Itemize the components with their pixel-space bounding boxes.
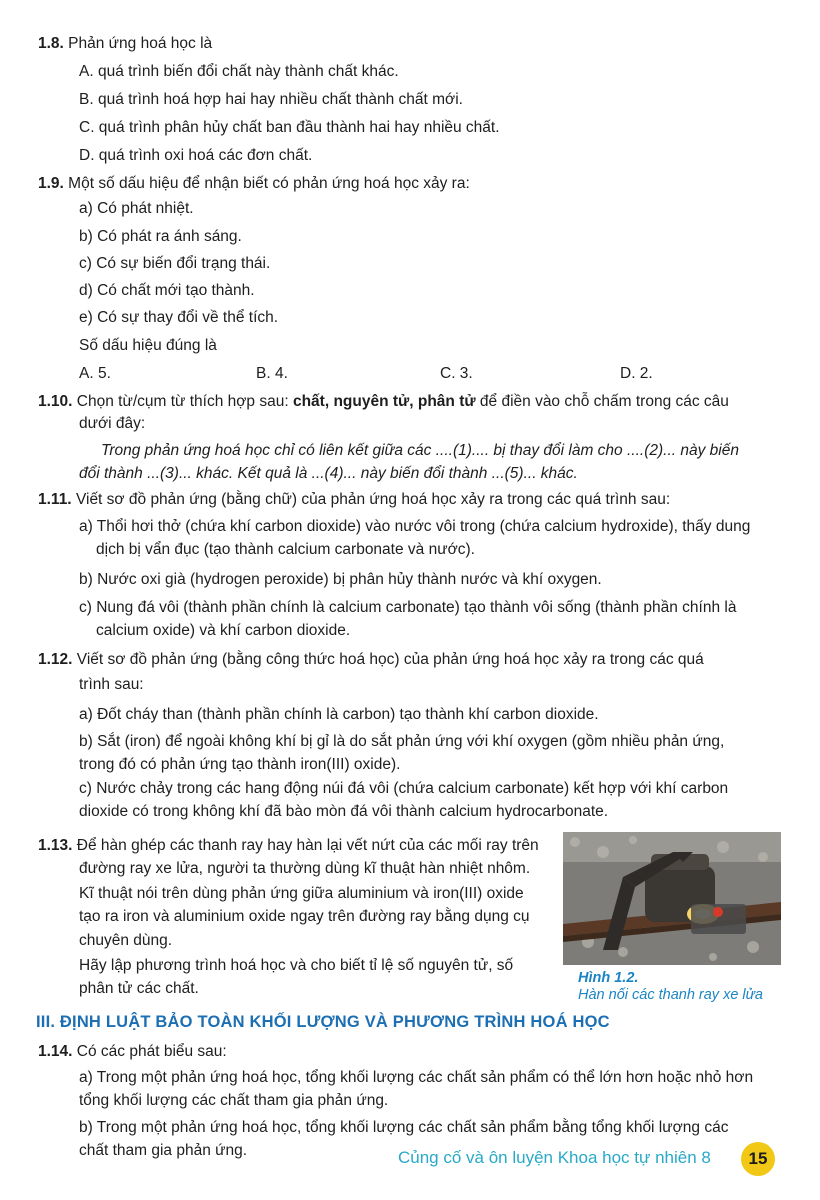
question-line7: phân tử các chất. xyxy=(79,980,199,997)
question-stem: Viết sơ đồ phản ứng (bằng chữ) của phản ứng hoá học xảy ra trong các quá trình sau: xyxy=(75,491,671,508)
question-prompt: Số dấu hiệu đúng là xyxy=(79,337,217,354)
question-stem: Có các phát biểu sau: xyxy=(76,1043,227,1060)
statement-a-line2: tổng khối lượng các chất tham gia phản ứng. xyxy=(79,1092,389,1109)
word-bank: chất, nguyên tử, phân tử xyxy=(292,393,476,410)
question-stem: Chọn từ/cụm từ thích hợp sau: xyxy=(76,393,289,410)
question-line4: tạo ra iron và aluminium oxide ngay trên đường ray bằng dụng cụ xyxy=(79,908,530,925)
option-c: C. 3. xyxy=(440,365,473,382)
option-c: C. quá trình phân hủy chất ban đầu thành hai hay nhiều chất. xyxy=(79,119,500,136)
option-b: B. 4. xyxy=(256,365,288,382)
question-line3: Kĩ thuật nói trên dùng phản ứng giữa aluminium và iron(III) oxide xyxy=(79,885,524,902)
question-stem-line2: dưới đây: xyxy=(79,415,146,432)
option-d: D. 2. xyxy=(620,365,653,382)
fill-in-text-2: đổi thành ...(3)... khác. Kết quả là ...(4)... này biến đổi thành ...(5)... khác. xyxy=(79,465,578,482)
question-1-11 xyxy=(38,490,670,510)
sign-b: b) Có phát ra ánh sáng. xyxy=(79,228,242,245)
question-stem-end: để điền vào chỗ chấm trong các câu xyxy=(479,393,729,410)
question-number: 1.9. xyxy=(38,175,64,192)
question-1-12 xyxy=(38,650,704,670)
option-b: B. quá trình hoá hợp hai hay nhiều chất thành chất mới. xyxy=(79,91,463,108)
question-number: 1.13. xyxy=(38,837,73,854)
question-line5: chuyên dùng. xyxy=(79,932,173,949)
option-a: A. quá trình biến đổi chất này thành chất khác. xyxy=(79,63,399,80)
item-c-line2: calcium oxide) và khí carbon dioxide. xyxy=(96,622,351,639)
question-number: 1.11. xyxy=(38,491,72,508)
question-line6: Hãy lập phương trình hoá học và cho biết tỉ lệ số nguyên tử, số xyxy=(79,957,514,974)
question-number: 1.12. xyxy=(38,651,73,668)
figure-caption: Hàn nối các thanh ray xe lửa xyxy=(578,987,763,1003)
figure-label: Hình 1.2. xyxy=(578,970,639,986)
question-stem: Viết sơ đồ phản ứng (bằng công thức hoá học) của phản ứng hoá học xảy ra trong các quá xyxy=(76,651,704,668)
question-1-9 xyxy=(38,174,470,194)
question-number: 1.14. xyxy=(38,1043,73,1060)
section-heading: III. ĐỊNH LUẬT BẢO TOÀN KHỐI LƯỢNG VÀ PHƯƠNG TRÌNH HOÁ HỌC xyxy=(36,1013,610,1031)
question-stem: Để hàn ghép các thanh ray hay hàn lại vết nứt của các mối ray trên xyxy=(76,837,539,854)
item-b-line1: b) Sắt (iron) để ngoài không khí bị gỉ là do sắt phản ứng với khí oxygen (gồm nhiều phản ứng, xyxy=(79,733,725,750)
question-1-10 xyxy=(38,392,729,412)
question-number: 1.8. xyxy=(38,35,64,52)
question-1-14 xyxy=(38,1042,227,1062)
sign-d: d) Có chất mới tạo thành. xyxy=(79,282,255,299)
question-stem: Một số dấu hiệu để nhận biết có phản ứng hoá học xảy ra: xyxy=(68,175,470,192)
statement-b-line1: b) Trong một phản ứng hoá học, tổng khối lượng các chất sản phẩm bằng tổng khối lượng các xyxy=(79,1119,729,1136)
item-b-line1: b) Nước oxi già (hydrogen peroxide) bị phân hủy thành nước và khí oxygen. xyxy=(79,571,602,588)
item-a-line1: a) Thổi hơi thở (chứa khí carbon dioxide) vào nước vôi trong (chứa calcium hydroxide), thấy dung xyxy=(79,518,751,535)
item-c-line2: dioxide có trong không khí đã bào mòn đá vôi thành calcium hydrocarbonate. xyxy=(79,803,609,820)
question-stem-line2: trình sau: xyxy=(79,676,144,693)
sign-e: e) Có sự thay đổi về thể tích. xyxy=(79,309,279,326)
item-b-line2: trong đó có phản ứng tạo thành iron(III) oxide). xyxy=(79,756,401,773)
statement-b-line2: chất tham gia phản ứng. xyxy=(79,1142,248,1159)
option-d: D. quá trình oxi hoá các đơn chất. xyxy=(79,147,313,164)
option-a: A. 5. xyxy=(79,365,111,382)
statement-a-line1: a) Trong một phản ứng hoá học, tổng khối lượng các chất sản phẩm có thể lớn hơn hoặc nhỏ hơn xyxy=(79,1069,754,1086)
item-a-line2: dịch bị vẩn đục (tạo thành calcium carbonate và nước). xyxy=(96,541,475,558)
question-line2: đường ray xe lửa, người ta thường dùng kĩ thuật hàn nhiệt nhôm. xyxy=(79,860,531,877)
item-c-line1: c) Nước chảy trong các hang động núi đá vôi (chứa calcium carbonate) kết hợp với khí carbon xyxy=(79,780,729,797)
question-number: 1.10. xyxy=(38,393,73,410)
item-a-line1: a) Đốt cháy than (thành phần chính là carbon) tạo thành khí carbon dioxide. xyxy=(79,706,599,723)
question-1-8 xyxy=(38,34,212,54)
sign-c: c) Có sự biến đổi trạng thái. xyxy=(79,255,271,272)
question-stem: Phản ứng hoá học là xyxy=(68,35,213,52)
fill-in-text-1: Trong phản ứng hoá học chỉ có liên kết giữa các ....(1).... bị thay đổi làm cho ....(2)... này biến xyxy=(101,442,739,459)
sign-a: a) Có phát nhiệt. xyxy=(79,200,194,217)
question-1-13 xyxy=(38,836,539,856)
rail-welding-photo xyxy=(563,832,781,965)
item-c-line1: c) Nung đá vôi (thành phần chính là calcium carbonate) tạo thành vôi sống (thành phần chính là xyxy=(79,599,737,616)
book-title-footer: Củng cố và ôn luyện Khoa học tự nhiên 8 xyxy=(398,1148,711,1167)
page-number-badge: 15 xyxy=(741,1142,775,1176)
